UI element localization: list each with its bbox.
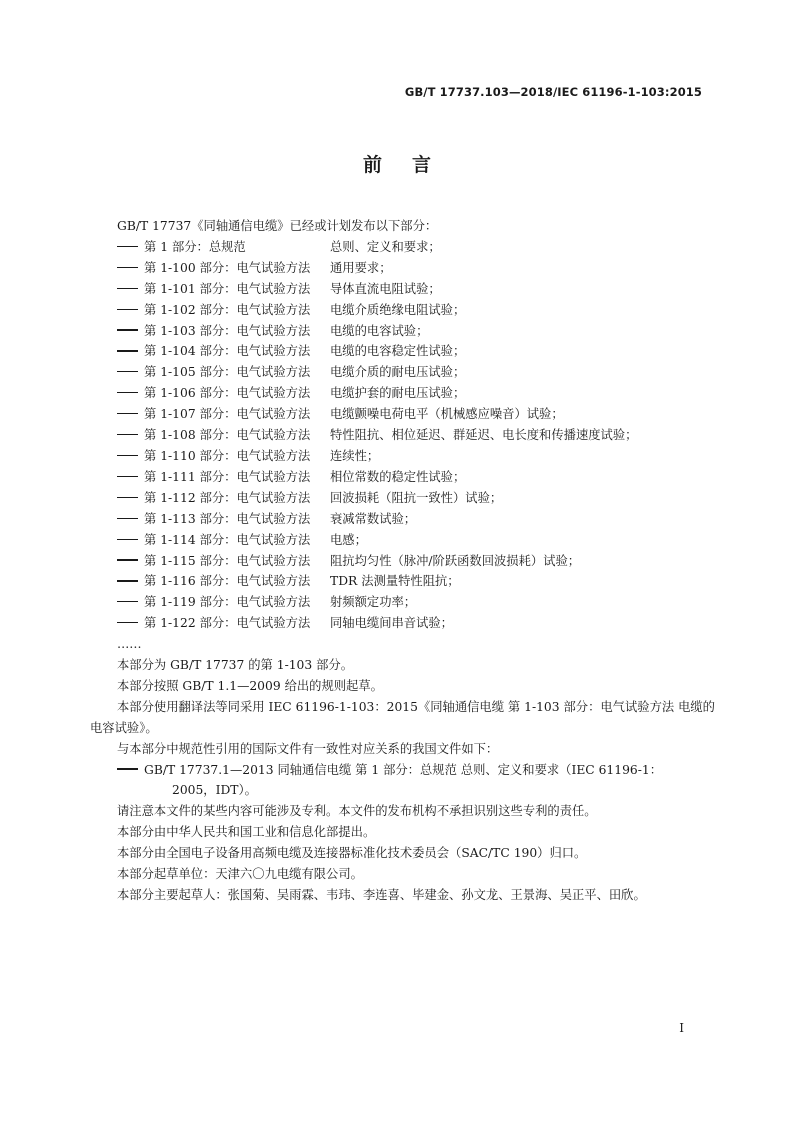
part-name: 电感； (330, 532, 367, 547)
dash-mark (117, 622, 138, 623)
part-number: 第 1-116 部分：电气试验方法 (144, 574, 311, 589)
part-item (90, 321, 718, 342)
part-item (90, 341, 718, 362)
statement-drafters: 本部分主要起草人：张国菊、吴雨霖、韦玮、李连喜、毕建金、孙文龙、王景海、吴正平、田欣。 (117, 888, 646, 902)
dash-mark (117, 246, 138, 247)
part-name: 电缆的电容试验； (330, 323, 429, 338)
page-number: I (679, 1021, 684, 1035)
page-title: 前言 (362, 154, 461, 176)
intro-text: GB/T 17737《同轴通信电缆》已经或计划发布以下部分： (117, 219, 438, 233)
part-number: 第 1-113 部分：电气试验方法 (144, 511, 311, 526)
part-number: 第 1-105 部分：电气试验方法 (144, 365, 311, 380)
part-number: 第 1-112 部分：电气试验方法 (144, 490, 311, 505)
part-number: 第 1-110 部分：电气试验方法 (144, 448, 311, 463)
part-item (90, 551, 718, 572)
statement-drafting-rules: 本部分按照 GB/T 1.1—2009 给出的规则起草。 (117, 678, 383, 693)
dash-mark (117, 539, 138, 540)
dash-mark (117, 371, 138, 372)
part-name: TDR 法测量特性阻抗； (330, 574, 460, 589)
part-name: 总则、定义和要求； (330, 239, 441, 254)
part-name: 同轴电缆间串音试验； (330, 616, 453, 631)
reference-text: GB/T 17737.1—2013 同轴通信电缆 第 1 部分：总规范 总则、定义和要求（IEC 61196-1： (144, 762, 663, 777)
part-item (90, 467, 718, 488)
dash-mark (117, 288, 138, 289)
dash-mark (117, 768, 138, 769)
part-name: 电缆护套的耐电压试验； (330, 386, 466, 401)
part-item (90, 592, 718, 613)
dash-mark (117, 580, 138, 581)
part-item (90, 530, 718, 551)
dash-mark (117, 455, 138, 456)
part-item (90, 425, 718, 446)
part-number: 第 1-111 部分：电气试验方法 (144, 469, 311, 484)
parts-list (90, 237, 718, 634)
part-number: 第 1-104 部分：电气试验方法 (144, 344, 311, 359)
dash-mark (117, 413, 138, 414)
statement-centralized-by: 本部分由全国电子设备用高频电缆及连接器标准化技术委员会（SAC/TC 190）归口。 (117, 846, 587, 861)
part-name: 射频额定功率； (330, 595, 417, 610)
part-item (90, 571, 718, 592)
statement-patent: 请注意本文件的某些内容可能涉及专利。本文件的发布机构不承担识别这些专利的责任。 (117, 804, 597, 819)
part-name: 电缆颤噪电荷电平（机械感应噪音）试验； (330, 407, 564, 422)
part-number: 第 1-115 部分：电气试验方法 (144, 553, 311, 568)
part-name: 回波损耗（阻抗一致性）试验； (330, 490, 503, 505)
part-item (90, 404, 718, 425)
part-name: 电缆介质的耐电压试验； (330, 365, 466, 380)
dash-mark (117, 518, 138, 519)
part-name: 连续性； (330, 448, 380, 463)
part-item (90, 613, 718, 634)
part-name: 阻抗均匀性（脉冲/阶跃函数回波损耗）试验； (330, 553, 581, 568)
part-name: 相位常数的稳定性试验； (330, 469, 466, 484)
part-name: 电缆的电容稳定性试验； (330, 344, 466, 359)
part-name: 导体直流电阻试验； (330, 281, 441, 296)
dash-mark (117, 434, 138, 435)
part-name: 电缆介质绝缘电阻试验； (330, 302, 466, 317)
part-number: 第 1-101 部分：电气试验方法 (144, 281, 311, 296)
part-number: 第 1-114 部分：电气试验方法 (144, 532, 311, 547)
dash-mark (117, 392, 138, 393)
part-item (90, 237, 718, 258)
part-number: 第 1-108 部分：电气试验方法 (144, 428, 311, 443)
preface-body (90, 216, 718, 906)
part-item (90, 383, 718, 404)
statement-references: 与本部分中规范性引用的国际文件有一致性对应关系的我国文件如下： (117, 741, 499, 756)
reference-line-1 (117, 760, 718, 781)
dash-mark (117, 350, 138, 351)
statement-adoption: 本部分使用翻译法等同采用 IEC 61196-1-103：2015《同轴通信电缆 第 1-103 部分：电气试验方法 电缆的电容试验》。 (90, 699, 715, 735)
dash-mark (117, 601, 138, 602)
dash-mark (117, 559, 138, 560)
part-number: 第 1-122 部分：电气试验方法 (144, 616, 311, 631)
part-name: 衰减常数试验； (330, 511, 417, 526)
part-number: 第 1 部分：总规范 (144, 239, 246, 254)
part-number: 第 1-119 部分：电气试验方法 (144, 595, 311, 610)
reference-line-2: 2005，IDT）。 (172, 783, 257, 798)
dash-mark (117, 497, 138, 498)
statement-drafting-unit: 本部分起草单位：天津六〇九电缆有限公司。 (117, 867, 363, 882)
part-name: 通用要求； (330, 260, 392, 275)
part-number: 第 1-107 部分：电气试验方法 (144, 407, 311, 422)
dash-mark (117, 267, 138, 268)
standard-code: GB/T 17737.103—2018/IEC 61196-1-103:2015 (404, 85, 702, 99)
part-item (90, 258, 718, 279)
ellipsis: …… (117, 637, 142, 652)
dash-mark (117, 476, 138, 477)
part-number: 第 1-106 部分：电气试验方法 (144, 386, 311, 401)
part-number: 第 1-100 部分：电气试验方法 (144, 260, 311, 275)
part-name: 特性阻抗、相位延迟、群延迟、电长度和传播速度试验； (330, 428, 638, 443)
part-item (90, 362, 718, 383)
part-number: 第 1-103 部分：电气试验方法 (144, 323, 311, 338)
statement-proposed-by: 本部分由中华人民共和国工业和信息化部提出。 (117, 825, 376, 840)
part-item (90, 446, 718, 467)
reference-item (90, 760, 718, 802)
part-item (90, 488, 718, 509)
dash-mark (117, 309, 138, 310)
part-number: 第 1-102 部分：电气试验方法 (144, 302, 311, 317)
part-item (90, 279, 718, 300)
part-item (90, 300, 718, 321)
statement-part-of: 本部分为 GB/T 17737 的第 1-103 部分。 (117, 658, 353, 673)
dash-mark (117, 329, 138, 330)
part-item (90, 509, 718, 530)
